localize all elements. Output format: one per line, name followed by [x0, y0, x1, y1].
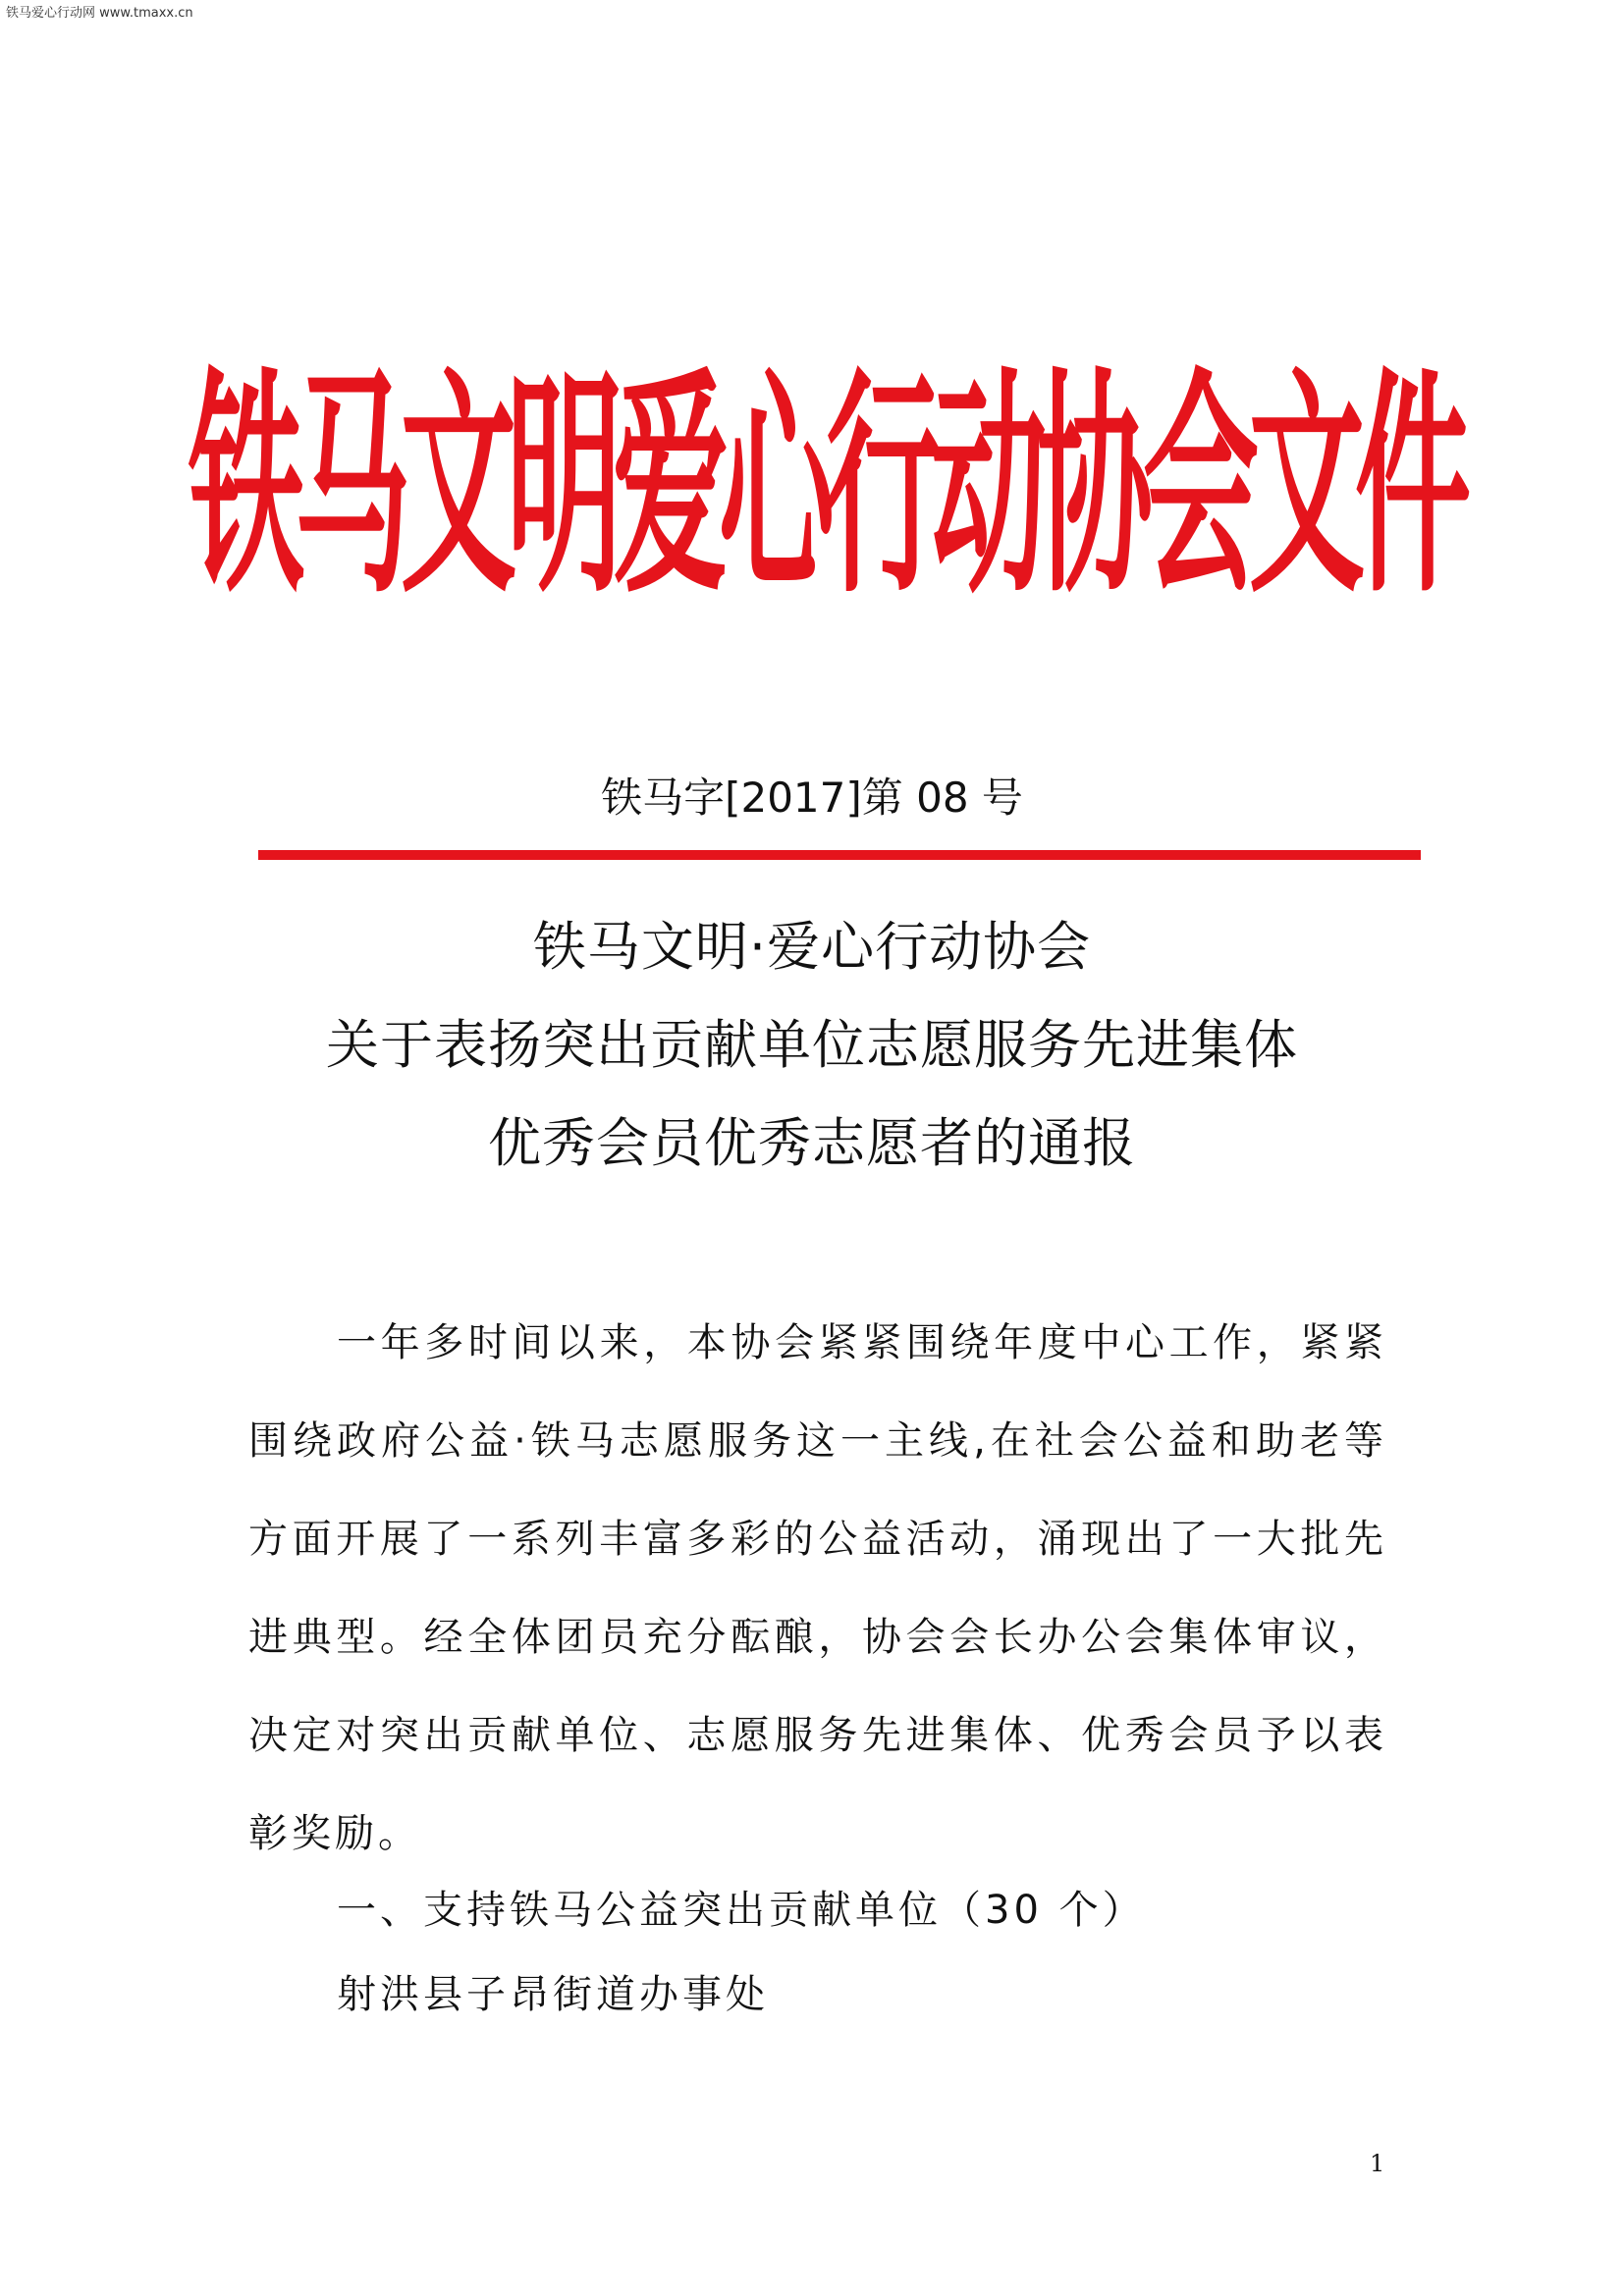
document-title-line-1: 铁马文明·爱心行动协会	[532, 916, 1092, 978]
document-title-line-3: 优秀会员优秀志愿者的通报	[488, 1112, 1136, 1174]
document-banner	[189, 324, 1462, 648]
red-divider	[258, 850, 1421, 860]
list-item: 射洪县子昂街道办事处	[337, 1972, 769, 2017]
banner-title: 铁马文明爱心行动协会文件	[189, 347, 1462, 625]
section-heading: 一、支持铁马公益突出贡献单位（30 个）	[337, 1888, 1146, 1933]
header-watermark: 铁马爱心行动网 www.tmaxx.cn	[6, 6, 193, 21]
document-number: 铁马字[2017]第 08 号	[601, 774, 1023, 822]
document-title-line-2: 关于表扬突出贡献单位志愿服务先进集体	[326, 1014, 1298, 1076]
page-number: 1	[1370, 2150, 1385, 2177]
body-paragraph: 一年多时间以来，本协会紧紧围绕年度中心工作，紧紧围绕政府公益·铁马志愿服务这一主线,在社会公益和助老等方面开展了一系列丰富多彩的公益活动，涌现出了一大批先进典型。经全体团员充分酝酿，协会会长办公会集体审议，决定对突出贡献单位、志愿服务先进集体、优秀会员予以表彰奖励。	[248, 1320, 1387, 1856]
